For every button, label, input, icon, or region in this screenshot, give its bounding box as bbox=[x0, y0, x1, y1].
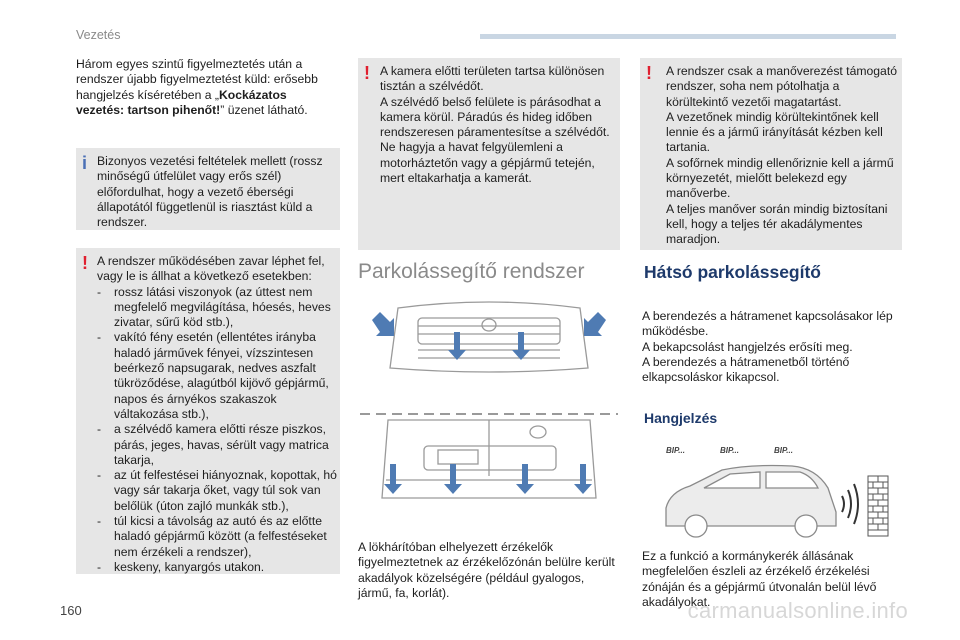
warning-icon: ! bbox=[364, 63, 370, 83]
warning-icon: ! bbox=[82, 253, 88, 273]
rear-sensor-arrows bbox=[384, 464, 592, 494]
info-box bbox=[76, 148, 340, 230]
list-item: - túl kicsi a távolság az autó és az előtte haladó gépjármű között (a felfestéseket nem érzékeli a rendszer), bbox=[97, 514, 337, 560]
warning-box-intro: A rendszer működésében zavar léphet fel, vagy le is állhat a következő esetekben: bbox=[97, 254, 325, 284]
vehicle-front bbox=[390, 302, 588, 372]
list-item: - az út felfestései hiányoznak, kopottak, hó vagy sár takarja őket, vagy túl sok van belőlük (úton zajló munkák stb.), bbox=[97, 468, 337, 514]
list-item: - a szélvédő kamera előtti része piszkos, párás, jeges, havas, sérült vagy matrica takarja, bbox=[97, 422, 337, 468]
parking-sensor-illustration bbox=[358, 298, 620, 520]
vehicle-rear bbox=[382, 420, 596, 498]
rear-parking-body: A berendezés a hátramenet kapcsolásakor lép működésbe. A bekapcsolást hangjelzés erősíti meg. A berendezés a hátramenetből történő elkapcsoláskor kikapcsol. bbox=[642, 309, 893, 385]
section-title-rear-parking: Hátsó parkolássegítő bbox=[644, 262, 821, 282]
brick-wall bbox=[868, 476, 888, 536]
list-item: - vakító fény esetén (ellentétes irányba haladó járművek fényei, vízszintesen beérkező napsugarak, nedves aszfalt tükröződése, alagútból kijövő gépjármű, napos és árnyékos szakaszok váltakozása stb.), bbox=[97, 330, 337, 422]
warning-box-3 bbox=[640, 58, 902, 250]
bip-label: BIP... bbox=[720, 446, 739, 455]
watermark: carmanualsonline.info bbox=[687, 598, 908, 623]
list-item: - rossz látási viszonyok (az úttest nem megfelelő megvilágítása, hóesés, heves zivatar, sűrű köd stb.), bbox=[97, 285, 337, 331]
header-section: Vezetés bbox=[76, 28, 121, 42]
condition-list bbox=[97, 285, 337, 576]
sound-waves bbox=[842, 484, 858, 524]
warning-box-3-text: A rendszer csak a manőverezést támogató rendszer, soha nem pótolhatja a körültekintő vezetői magatartást. A vezetőnek mindig körültekintőnek kell lennie és a jármű irányítását kézben kell tartania. A sofőrnek mindig ellenőriznie kell a jármű környezetét, mielőtt belekezd egy manőverbe. A teljes manőver során mindig biztosítani kell, hogy a teljes tér akadálymentes maradjon. bbox=[666, 64, 898, 247]
subtitle-sound: Hangjelzés bbox=[644, 410, 718, 426]
intro-text-2: ” üzenet látható. bbox=[220, 102, 308, 117]
rear-parking-caption: Ez a funkció a kormánykerék állásának megfelelően észleli az érzékelő érzékelési zónáján és a gépjármű útvonalán belül lévő akadályokat. bbox=[642, 549, 877, 609]
header-bar bbox=[480, 34, 896, 39]
list-item: - keskeny, kanyargós utakon. bbox=[97, 560, 337, 575]
rear-sensor-car-illustration bbox=[660, 462, 892, 540]
bip-label: BIP... bbox=[774, 446, 793, 455]
warning-box-2-text: A kamera előtti területen tartsa különösen tisztán a szélvédőt. A szélvédő belső felülete is párásodhat a kamera körül. Páradús és hideg időben rendszeresen páramentesítse a szélvédőt. Ne hagyja a havat felgyülemleni a motorháztetőn vagy a gépjármű tetején, mert eltakarhatja a kamerát. bbox=[380, 64, 610, 186]
col1-intro bbox=[76, 57, 338, 118]
intro-text-1: Három egyes szintű figyelmeztetés után a rendszer újabb figyelmeztetést küld: erősebb hangjelzés kíséretében a „ bbox=[76, 57, 318, 102]
warning-box-1 bbox=[76, 248, 340, 574]
section-title-parking: Parkolássegítő rendszer bbox=[358, 260, 585, 283]
intro-bold: Kockázatos vezetés: tartson pihenőt! bbox=[76, 87, 287, 117]
warning-box-2 bbox=[358, 58, 620, 250]
info-box-text: Bizonyos vezetési feltételek mellett (rossz minőségű útfelület vagy erős szél) előfordulhat, hogy a vezető éberségi állapotától függetlenül is riasztást küld a rendszer. bbox=[97, 154, 323, 230]
warning-icon: ! bbox=[646, 63, 652, 83]
bip-label: BIP... bbox=[666, 446, 685, 455]
parking-caption: A lökhárítóban elhelyezett érzékelők figyelmeztetnek az érzékelőzónán belülre került akadályok közelségére (például gyalogos, jármű, fa, korlát). bbox=[358, 540, 615, 600]
page-number: 160 bbox=[60, 603, 82, 618]
info-icon: i bbox=[82, 153, 88, 173]
